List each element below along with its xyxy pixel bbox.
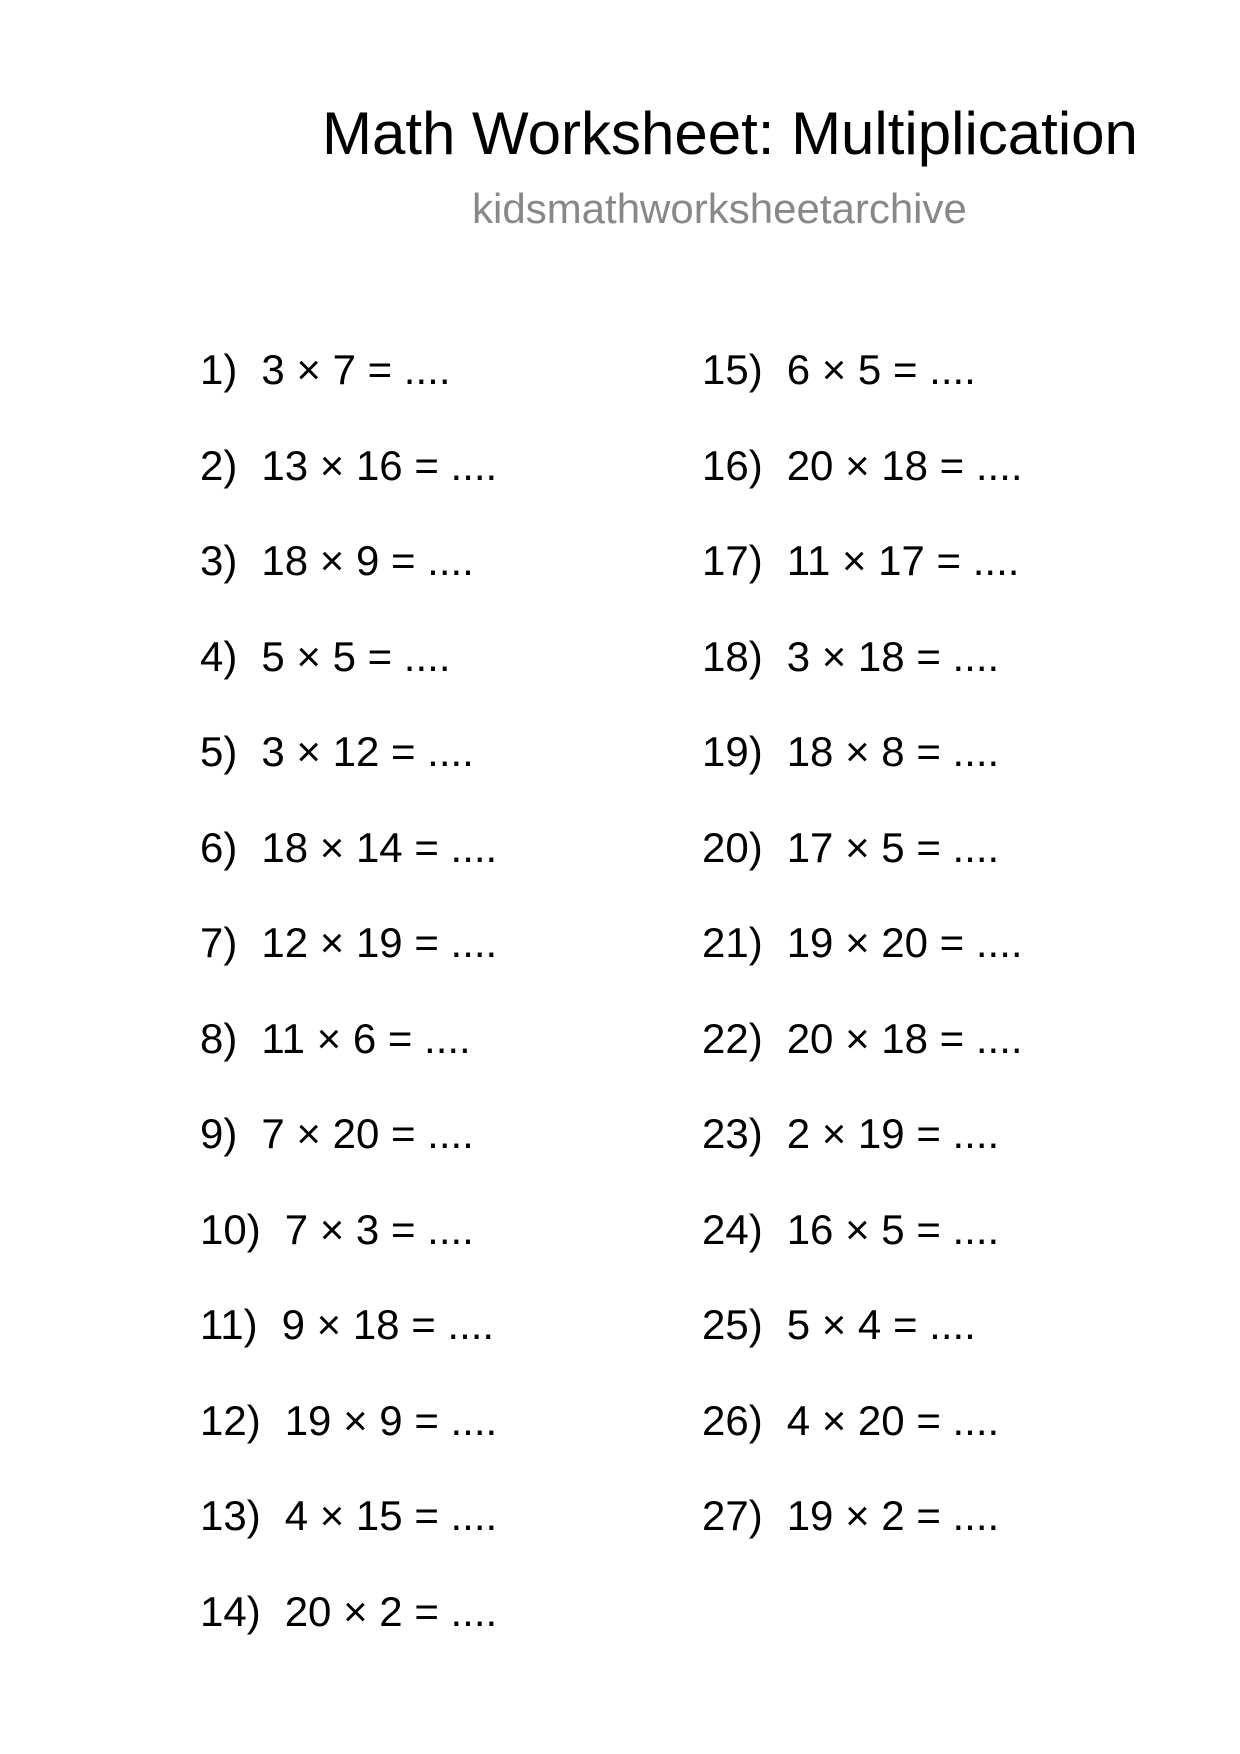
problem-number: 27) <box>702 1492 763 1539</box>
problem-expression: 4 × 20 = .... <box>786 1396 1000 1444</box>
problem-item <box>200 632 497 728</box>
problem-expression: 7 × 3 = .... <box>284 1205 474 1253</box>
problem-item <box>200 441 497 537</box>
problem-item <box>200 1205 497 1301</box>
problem-item <box>702 441 1023 537</box>
problem-item <box>200 1396 497 1492</box>
problem-number: 15) <box>702 346 763 393</box>
problem-number: 9) <box>200 1110 238 1157</box>
problem-number: 18) <box>702 632 763 680</box>
problem-number: 25) <box>702 1301 763 1348</box>
problem-item <box>200 918 497 1014</box>
problem-item <box>702 727 1023 823</box>
problem-expression: 16 × 5 = .... <box>786 1205 1000 1253</box>
problem-expression: 4 × 15 = .... <box>284 1492 498 1539</box>
problem-number: 20) <box>702 823 763 871</box>
problem-expression: 17 × 5 = .... <box>786 823 1000 871</box>
problem-expression: 18 × 8 = .... <box>786 728 1000 775</box>
problem-number: 12) <box>200 1396 261 1444</box>
problem-list-left <box>200 345 497 1682</box>
problem-item <box>200 536 497 632</box>
problem-expression: 20 × 2 = .... <box>284 1587 498 1635</box>
problem-number: 24) <box>702 1205 763 1253</box>
problem-expression: 19 × 20 = .... <box>786 919 1023 966</box>
problem-expression: 18 × 14 = .... <box>261 823 498 871</box>
problem-number: 8) <box>200 1014 238 1062</box>
problem-expression: 20 × 18 = .... <box>786 441 1023 489</box>
problem-number: 21) <box>702 919 763 966</box>
problem-item <box>702 823 1023 919</box>
problem-number: 1) <box>200 346 238 393</box>
problem-item <box>200 1300 497 1396</box>
problem-expression: 3 × 18 = .... <box>786 632 1000 680</box>
problem-expression: 9 × 18 = .... <box>281 1301 495 1348</box>
problem-number: 5) <box>200 728 238 775</box>
problem-expression: 3 × 7 = .... <box>261 346 451 393</box>
problem-number: 3) <box>200 537 238 584</box>
problem-item <box>200 1491 497 1587</box>
problem-item <box>702 536 1023 632</box>
problem-item <box>200 727 497 823</box>
problem-item <box>702 1300 1023 1396</box>
problem-expression: 19 × 2 = .... <box>786 1492 1000 1539</box>
problem-item <box>702 1109 1023 1205</box>
problem-number: 13) <box>200 1492 261 1539</box>
problem-expression: 13 × 16 = .... <box>261 441 498 489</box>
problem-item <box>200 345 497 441</box>
problem-number: 19) <box>702 728 763 775</box>
problem-expression: 6 × 5 = .... <box>786 346 976 393</box>
page-title: Math Worksheet: Multiplication <box>322 100 1138 167</box>
problem-expression: 12 × 19 = .... <box>261 919 498 966</box>
problem-expression: 11 × 17 = .... <box>786 537 1020 584</box>
problem-list-right <box>702 345 1023 1587</box>
problem-expression: 2 × 19 = .... <box>786 1110 1000 1157</box>
problem-expression: 11 × 6 = .... <box>261 1014 471 1062</box>
problem-number: 6) <box>200 823 238 871</box>
problem-number: 26) <box>702 1396 763 1444</box>
problem-number: 22) <box>702 1014 763 1062</box>
problem-number: 7) <box>200 919 238 966</box>
problem-expression: 5 × 5 = .... <box>261 632 451 680</box>
problem-number: 16) <box>702 441 763 489</box>
problem-item <box>702 345 1023 441</box>
problem-item <box>702 918 1023 1014</box>
problem-expression: 19 × 9 = .... <box>284 1396 498 1444</box>
problem-number: 4) <box>200 632 238 680</box>
problem-item <box>200 1109 497 1205</box>
problem-number: 10) <box>200 1205 261 1253</box>
problem-item <box>702 1491 1023 1587</box>
problem-item <box>702 1014 1023 1110</box>
problem-item <box>702 1205 1023 1301</box>
site-subtitle: kidsmathworksheetarchive <box>472 185 967 232</box>
problem-expression: 5 × 4 = .... <box>786 1301 976 1348</box>
problem-number: 23) <box>702 1110 763 1157</box>
problem-item <box>702 1396 1023 1492</box>
problem-number: 11) <box>200 1301 258 1348</box>
problem-number: 14) <box>200 1587 261 1635</box>
problem-item <box>200 1014 497 1110</box>
problem-expression: 7 × 20 = .... <box>261 1110 474 1157</box>
problem-item <box>200 1587 497 1683</box>
problem-expression: 20 × 18 = .... <box>786 1014 1023 1062</box>
problem-item <box>702 632 1023 728</box>
problem-number: 17) <box>702 537 763 584</box>
problem-item <box>200 823 497 919</box>
problem-expression: 3 × 12 = .... <box>261 728 474 775</box>
problem-expression: 18 × 9 = .... <box>261 537 474 584</box>
problem-number: 2) <box>200 441 238 489</box>
